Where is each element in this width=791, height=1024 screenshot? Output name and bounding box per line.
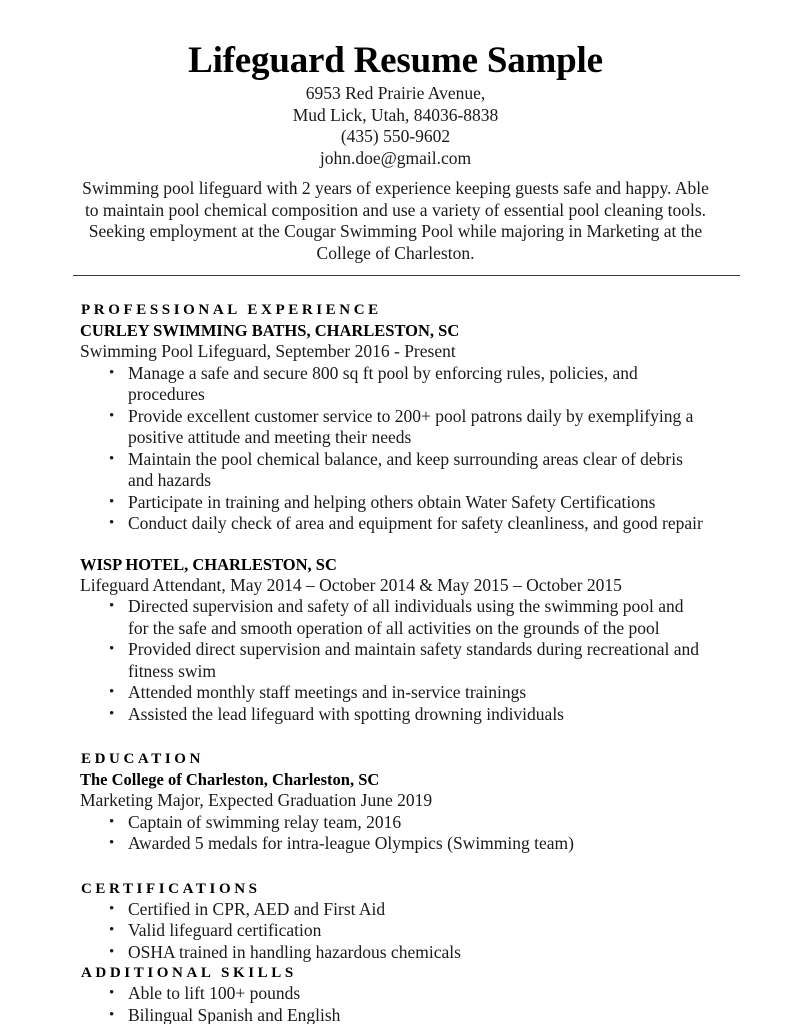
- list-item: [109, 682, 706, 704]
- header-divider: [73, 275, 740, 276]
- contact-address-line-2: Mud Lick, Utah, 84036-8838: [292, 104, 499, 125]
- list-item-text: Conduct daily check of area and equipment for safety cleanliness, and good repair: [128, 513, 703, 534]
- bullet-icon: •: [109, 493, 115, 510]
- list-item: [109, 362, 706, 406]
- list-item: [109, 983, 706, 1005]
- education-organization: The College of Charleston, Charleston, SC: [80, 770, 380, 790]
- bullet-icon: •: [109, 985, 115, 1002]
- bullet-icon: •: [109, 407, 115, 424]
- contact-block: [76, 83, 716, 169]
- bullet-icon: •: [109, 813, 115, 830]
- section-education: [0, 749, 791, 855]
- contact-phone: (435) 550-9602: [340, 126, 451, 147]
- list-item-text: Maintain the pool chemical balance, and keep surrounding areas clear of debris and hazards: [128, 448, 683, 491]
- list-item: [109, 513, 706, 535]
- experience-organization: WISP HOTEL, CHARLESTON, SC: [80, 554, 337, 574]
- education-role: Marketing Major, Expected Graduation June 2019: [80, 790, 433, 811]
- resume-header: [0, 0, 791, 169]
- education-bullets: [0, 812, 791, 855]
- section-additional-skills: [0, 963, 791, 1024]
- experience-entry-wisp-hotel: [80, 554, 791, 597]
- list-item-text: Directed supervision and safety of all individuals using the swimming pool and for the safe and smooth operation of all activities on the grounds of the pool: [128, 596, 684, 638]
- list-item-text: OSHA trained in handling hazardous chemicals: [128, 941, 461, 962]
- bullet-icon: •: [109, 922, 115, 939]
- bullet-icon: •: [109, 705, 115, 722]
- list-item-text: Participate in training and helping others obtain Water Safety Certifications: [128, 491, 656, 512]
- list-item: [109, 703, 706, 726]
- list-item-text: Bilingual Spanish and English: [128, 1004, 341, 1024]
- list-item-text: Assisted the lead lifeguard with spotting drowning individuals: [128, 703, 564, 724]
- experience-bullets-curley: [0, 363, 791, 535]
- list-item-text: Provide excellent customer service to 200+ pool patrons daily by exemplifying a positive attitude and meeting their needs: [128, 405, 694, 448]
- list-item: [109, 833, 706, 855]
- experience-bullets-wisp: [0, 596, 791, 725]
- section-heading-additional-skills: ADDITIONAL SKILLS: [81, 965, 297, 982]
- bullet-icon: •: [109, 641, 115, 658]
- experience-role: Swimming Pool Lifeguard, September 2016 - Present: [80, 341, 456, 362]
- additional-skills-bullets: [0, 983, 791, 1024]
- bullet-icon: •: [109, 515, 115, 532]
- bullet-icon: •: [109, 1006, 115, 1023]
- bullet-icon: •: [109, 835, 115, 852]
- bullet-icon: •: [109, 684, 115, 701]
- list-item-text: Captain of swimming relay team, 2016: [128, 811, 402, 832]
- list-item-text: Able to lift 100+ pounds: [128, 983, 301, 1004]
- experience-organization: CURLEY SWIMMING BATHS, CHARLESTON, SC: [80, 321, 460, 341]
- bullet-icon: •: [109, 900, 115, 917]
- list-item: [109, 405, 706, 449]
- list-item-text: Attended monthly staff meetings and in-service trainings: [128, 682, 527, 703]
- list-item-text: Certified in CPR, AED and First Aid: [128, 898, 386, 919]
- section-heading-certifications: CERTIFICATIONS: [81, 880, 261, 897]
- certifications-bullets: [0, 899, 791, 964]
- experience-role: Lifeguard Attendant, May 2014 – October 2014 & May 2015 – October 2015: [80, 574, 622, 595]
- list-item: [109, 920, 706, 942]
- list-item: [109, 898, 706, 921]
- list-item-text: Provided direct supervision and maintain safety standards during recreational and fitness swim: [128, 639, 700, 681]
- list-item-text: Manage a safe and secure 800 sq ft pool by enforcing rules, policies, and procedures: [128, 362, 638, 405]
- list-item: [109, 941, 706, 964]
- list-item: [109, 448, 706, 492]
- list-item: [109, 1004, 706, 1024]
- list-item-text: Awarded 5 medals for intra-league Olympics (Swimming team): [128, 833, 574, 854]
- section-heading-professional-experience: PROFESSIONAL EXPERIENCE: [81, 302, 382, 319]
- section-heading-education: EDUCATION: [81, 751, 204, 768]
- list-item: [109, 811, 706, 834]
- header-divider-wrap: [0, 275, 791, 276]
- section-professional-experience: [0, 300, 791, 725]
- resume-body: [0, 300, 791, 1024]
- experience-entry-curley-swimming-baths: [80, 320, 791, 363]
- bullet-icon: •: [109, 943, 115, 960]
- contact-address-line-1: 6953 Red Prairie Avenue,: [305, 83, 486, 104]
- list-item: [109, 491, 706, 514]
- page-title: Lifeguard Resume Sample: [188, 40, 603, 81]
- bullet-icon: •: [109, 598, 115, 615]
- bullet-icon: •: [109, 450, 115, 467]
- bullet-icon: •: [109, 364, 115, 381]
- list-item-text: Valid lifeguard certification: [128, 920, 322, 941]
- section-certifications: [0, 879, 791, 964]
- entry-spacer: [0, 535, 791, 554]
- list-item: [109, 596, 706, 639]
- education-entry-college-of-charleston: [80, 769, 791, 812]
- contact-email: john.doe@gmail.com: [319, 147, 472, 168]
- professional-summary: Swimming pool lifeguard with 2 years of experience keeping guests safe and happy. Able to maintain pool chemical composition and use a variety of essential pool cleaning tools. Seeking employment at the Cougar Swimming Pool while majoring in Marketing at the College of Charleston.: [82, 178, 709, 263]
- list-item: [109, 639, 706, 682]
